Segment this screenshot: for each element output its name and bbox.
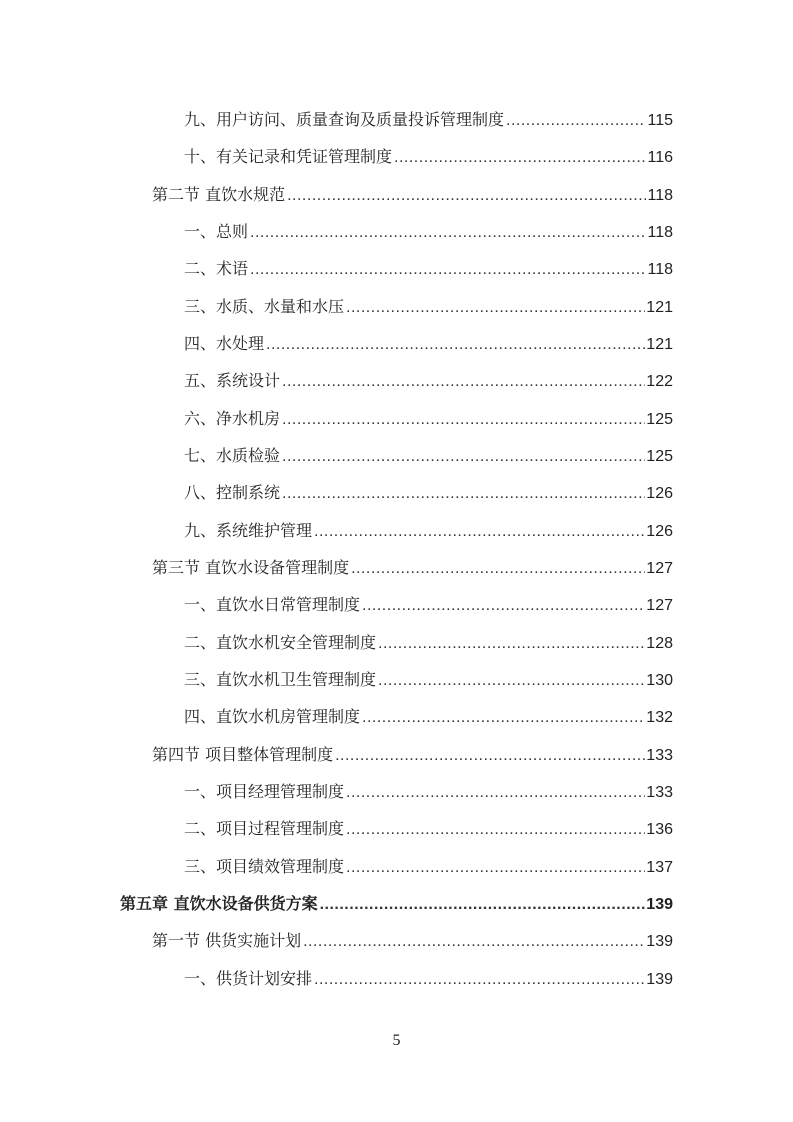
toc-entry[interactable] — [184, 257, 673, 281]
dot-leader — [250, 221, 646, 245]
dot-leader — [346, 856, 645, 880]
toc-entry-title: 第二节 直饮水规范 — [152, 185, 286, 204]
page-number: 5 — [392, 1032, 401, 1049]
toc-entry-page: 127 — [646, 560, 673, 577]
dot-leader — [282, 482, 645, 506]
dot-leader — [346, 296, 645, 320]
toc-entry-title: 五、系统设计 — [184, 371, 281, 390]
toc-entry-title: 二、项目过程管理制度 — [184, 819, 345, 838]
dot-leader — [266, 333, 645, 357]
toc-entry-page: 128 — [646, 635, 673, 652]
dot-leader — [506, 109, 646, 133]
dot-leader — [282, 445, 645, 469]
toc-entry-page: 139 — [646, 896, 673, 913]
toc-entry-page: 132 — [646, 709, 673, 726]
toc-entry[interactable] — [184, 108, 673, 132]
toc-entry[interactable] — [184, 631, 673, 655]
toc-entry-title: 三、项目绩效管理制度 — [184, 857, 345, 876]
toc-entry[interactable] — [184, 220, 673, 244]
dot-leader — [346, 818, 645, 842]
toc-entry[interactable] — [152, 929, 673, 953]
toc-entry-page: 136 — [646, 821, 673, 838]
toc-entry-page: 137 — [646, 859, 673, 876]
toc-entry-page: 126 — [646, 523, 673, 540]
toc-entry-page: 121 — [646, 336, 673, 353]
dot-leader — [378, 632, 645, 656]
toc-entry-page: 118 — [647, 261, 673, 278]
toc-entry-page: 133 — [646, 784, 673, 801]
toc-entry[interactable] — [184, 855, 673, 879]
toc-entry-title: 一、供货计划安排 — [184, 969, 313, 988]
toc-entry[interactable] — [184, 668, 673, 692]
toc-entry-page: 130 — [646, 672, 673, 689]
toc-entry[interactable] — [184, 407, 673, 431]
toc-entry-title: 三、水质、水量和水压 — [184, 297, 345, 316]
toc-entry[interactable] — [184, 295, 673, 319]
toc-entry-title: 第五章 直饮水设备供货方案 — [120, 894, 318, 913]
toc-entry[interactable] — [184, 145, 673, 169]
dot-leader — [378, 669, 645, 693]
toc-entry-title: 第三节 直饮水设备管理制度 — [152, 558, 350, 577]
toc-entry-title: 六、净水机房 — [184, 409, 281, 428]
dot-leader — [250, 258, 646, 282]
toc-entry[interactable] — [184, 332, 673, 356]
dot-leader — [314, 968, 645, 992]
toc-entry[interactable] — [184, 444, 673, 468]
toc-entry[interactable] — [184, 967, 673, 991]
toc-entry-title: 八、控制系统 — [184, 483, 281, 502]
toc-entry[interactable] — [184, 780, 673, 804]
toc-entry-page: 127 — [646, 597, 673, 614]
dot-leader — [287, 184, 646, 208]
toc-entry-page: 139 — [646, 971, 673, 988]
toc-entry-title: 四、直饮水机房管理制度 — [184, 707, 361, 726]
toc-entry-title: 三、直饮水机卫生管理制度 — [184, 670, 377, 689]
toc-entry[interactable] — [152, 556, 673, 580]
toc-entry-page: 116 — [647, 149, 673, 166]
toc-entry-title: 一、直饮水日常管理制度 — [184, 595, 361, 614]
dot-leader — [362, 706, 645, 730]
dot-leader — [351, 557, 645, 581]
toc-entry-page: 122 — [646, 373, 673, 390]
toc-entry[interactable] — [152, 183, 673, 207]
toc-entry-title: 一、总则 — [184, 222, 249, 241]
dot-leader — [314, 520, 645, 544]
toc-entry[interactable] — [184, 817, 673, 841]
toc-entry-title: 二、直饮水机安全管理制度 — [184, 633, 377, 652]
toc-entry[interactable] — [184, 705, 673, 729]
toc-entry-page: 139 — [646, 933, 673, 950]
dot-leader — [282, 408, 645, 432]
toc-entry-page: 126 — [646, 485, 673, 502]
toc-entry-title: 四、水处理 — [184, 334, 265, 353]
dot-leader — [303, 930, 645, 954]
dot-leader — [394, 146, 646, 170]
dot-leader — [335, 744, 645, 768]
dot-leader — [320, 893, 646, 917]
toc-entry-page: 121 — [646, 299, 673, 316]
toc-entry[interactable] — [184, 593, 673, 617]
toc-entry-page: 133 — [646, 747, 673, 764]
toc-entry-title: 一、项目经理管理制度 — [184, 782, 345, 801]
dot-leader — [346, 781, 645, 805]
toc-entry-title: 十、有关记录和凭证管理制度 — [184, 147, 393, 166]
toc-entry-title: 九、用户访问、质量查询及质量投诉管理制度 — [184, 110, 505, 129]
toc-entry-title: 第四节 项目整体管理制度 — [152, 745, 334, 764]
toc-entry-title: 九、系统维护管理 — [184, 521, 313, 540]
toc-entry-title: 二、术语 — [184, 259, 249, 278]
dot-leader — [362, 594, 645, 618]
toc-entry[interactable] — [184, 369, 673, 393]
toc-entry[interactable] — [184, 519, 673, 543]
toc-entry-title: 第一节 供货实施计划 — [152, 931, 302, 950]
dot-leader — [282, 370, 645, 394]
toc-entry-page: 115 — [647, 112, 673, 129]
toc-entry-title: 七、水质检验 — [184, 446, 281, 465]
toc-entry-page: 118 — [647, 187, 673, 204]
toc-entry-page: 125 — [646, 411, 673, 428]
toc-entry-page: 118 — [647, 224, 673, 241]
toc-entry-page: 125 — [646, 448, 673, 465]
toc-entry[interactable] — [184, 481, 673, 505]
toc-entry-chapter[interactable] — [120, 892, 673, 916]
toc-entry[interactable] — [152, 743, 673, 767]
